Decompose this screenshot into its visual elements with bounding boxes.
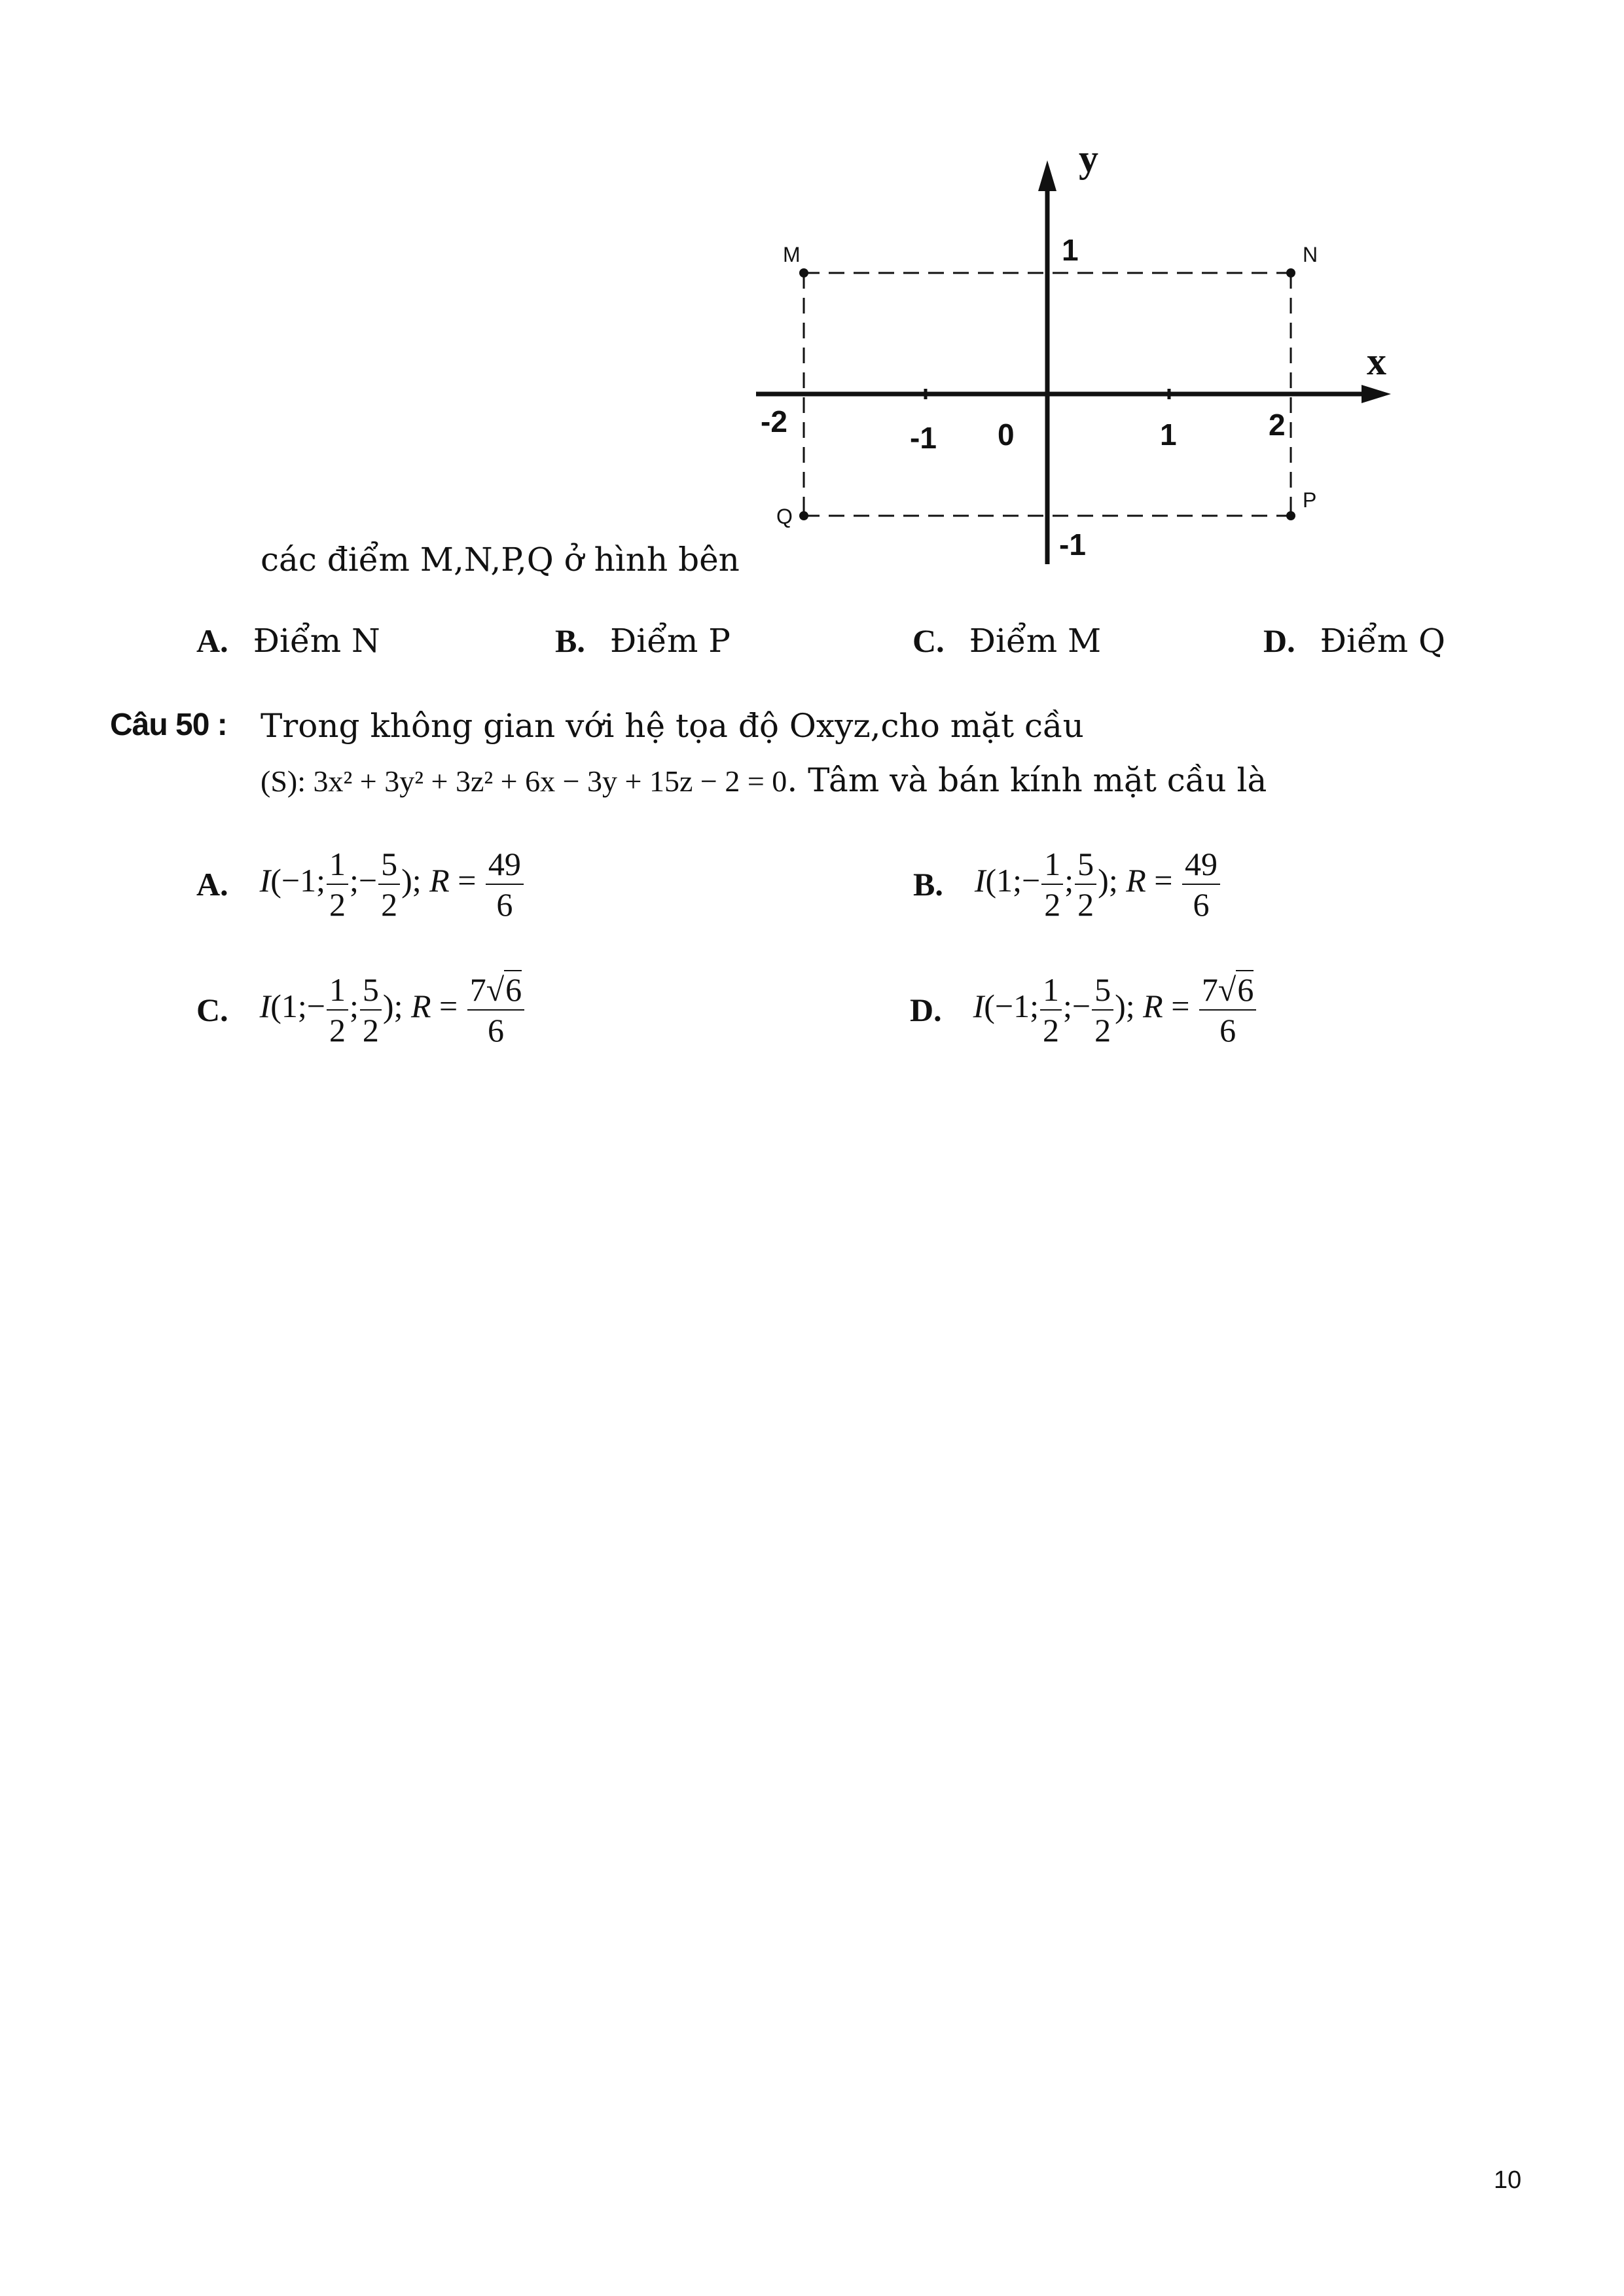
q50-line2 <box>261 761 1267 799</box>
option-text: Điểm N <box>253 622 380 660</box>
point-n <box>1286 268 1295 278</box>
tick-label-minus1: -1 <box>910 421 937 455</box>
point-q <box>799 511 808 520</box>
coordinate-figure <box>746 131 1414 576</box>
point-p <box>1286 511 1295 520</box>
q49-option-c[interactable] <box>912 622 1101 660</box>
tick-label-minus2: -2 <box>761 404 787 439</box>
option-formula: I(−1; $\frac{1}{2}$ ;− $\frac{5}{2}$ ); R = $\frac{7√6}{6}$ <box>973 988 1258 1024</box>
option-letter: C. <box>196 992 228 1028</box>
label-q: Q <box>776 505 793 528</box>
axis-y-label: y <box>1079 137 1098 180</box>
q50-option-a[interactable] <box>196 844 525 924</box>
option-letter: D. <box>910 992 942 1028</box>
label-n: N <box>1303 243 1318 266</box>
q50-line2-text: . Tâm và bán kính mặt cầu là <box>787 761 1267 799</box>
tick-label-1: 1 <box>1160 418 1177 452</box>
q49-option-a[interactable] <box>196 622 380 660</box>
option-letter: B. <box>913 866 943 903</box>
q50-label: Câu 50 : <box>110 708 227 742</box>
point-m <box>799 268 808 278</box>
q50-equation: (S): 3x² + 3y² + 3z² + 6x − 3y + 15z − 2 = 0 <box>261 764 787 798</box>
label-m: M <box>783 243 801 266</box>
q50-option-d[interactable] <box>910 970 1257 1050</box>
option-formula: I(1;− $\frac{1}{2}$ ; $\frac{5}{2}$ ); R = $\frac{7√6}{6}$ <box>260 988 526 1024</box>
option-formula: I(1;− $\frac{1}{2}$ ; $\frac{5}{2}$ ); R = $\frac{49}{6}$ <box>975 862 1221 899</box>
tick-label-y-minus1: -1 <box>1059 528 1086 562</box>
page-number: 10 <box>1494 2166 1522 2194</box>
y-axis-arrow <box>1038 160 1056 191</box>
axis-x-label: x <box>1367 340 1386 383</box>
tick-label-y1: 1 <box>1062 233 1079 267</box>
q50-option-b[interactable] <box>913 844 1221 924</box>
option-letter: A. <box>196 622 228 659</box>
q50-option-c[interactable] <box>196 970 526 1050</box>
q49-option-d[interactable] <box>1263 622 1445 660</box>
tick-label-2: 2 <box>1269 408 1286 442</box>
option-letter: C. <box>912 622 945 659</box>
tick-label-0: 0 <box>998 418 1015 452</box>
option-text: Điểm Q <box>1320 622 1446 660</box>
option-letter: D. <box>1263 622 1295 659</box>
x-axis-arrow <box>1362 385 1391 403</box>
q49-option-b[interactable] <box>555 622 731 660</box>
option-text: Điểm P <box>609 622 731 660</box>
option-letter: A. <box>196 866 228 903</box>
option-formula: I(−1; $\frac{1}{2}$ ;− $\frac{5}{2}$ ); R = $\frac{49}{6}$ <box>260 862 525 899</box>
q49-tail-text: các điểm M,N,P,Q ở hình bên <box>261 541 740 579</box>
q50-line1: Trong không gian với hệ tọa độ Oxyz,cho mặt cầu <box>261 707 1084 745</box>
label-p: P <box>1303 488 1317 512</box>
option-text: Điểm M <box>969 622 1102 660</box>
option-letter: B. <box>555 622 585 659</box>
